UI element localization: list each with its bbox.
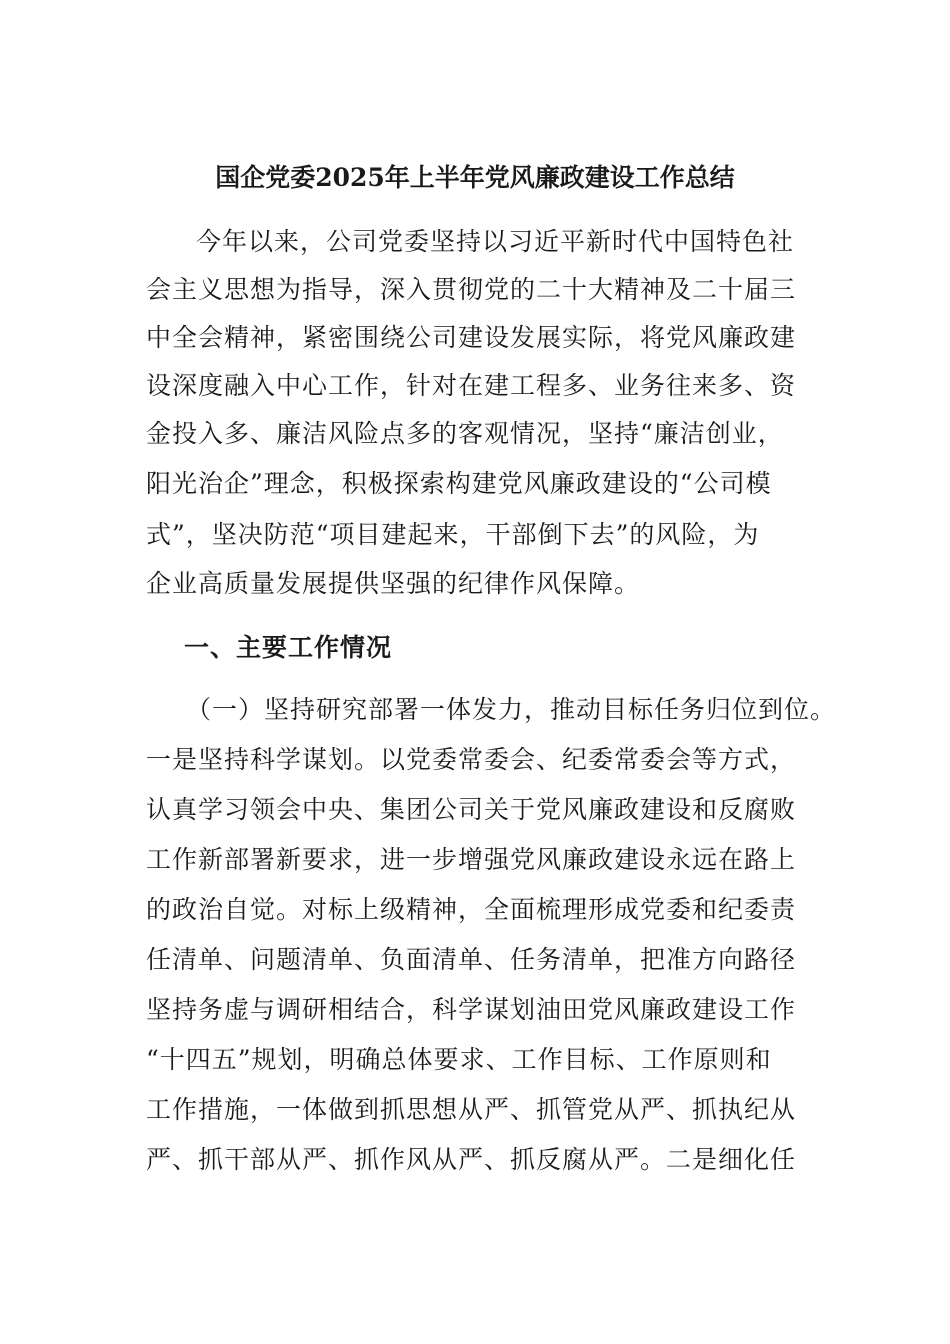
section-line: 工作新部署新要求，进一步增强党风廉政建设永远在路上 xyxy=(146,845,797,874)
intro-line: 企业高质量发展提供坚强的纪律作风保障。 xyxy=(146,569,641,598)
section-line: 一是坚持科学谋划。以党委常委会、纪委常委会等方式， xyxy=(146,745,797,774)
section-line: 认真学习领会中央、集团公司关于党风廉政建设和反腐败 xyxy=(146,795,797,824)
section-line: 工作措施，一体做到抓思想从严、抓管党从严、抓执纪从 xyxy=(146,1095,797,1124)
intro-line: 式”，坚决防范“项目建起来，干部倒下去”的风险，为 xyxy=(146,520,760,549)
intro-line: 金投入多、廉洁风险点多的客观情况，坚持“廉洁创业， xyxy=(146,419,784,448)
section-line: 坚持务虚与调研相结合，科学谋划油田党风廉政建设工作 xyxy=(146,995,797,1024)
intro-line: 会主义思想为指导，深入贯彻党的二十大精神及二十届三 xyxy=(146,275,797,304)
intro-line: 阳光治企”理念，积极探索构建党风廉政建设的“公司模 xyxy=(146,469,772,498)
document-title: 国企党委2025年上半年党风廉政建设工作总结 xyxy=(215,163,735,192)
section-line: （一）坚持研究部署一体发力，推动目标任务归位到位。 xyxy=(186,695,837,724)
section-line: 任清单、问题清单、负面清单、任务清单，把准方向路径 xyxy=(146,945,797,974)
intro-line: 设深度融入中心工作，针对在建工程多、业务往来多、资 xyxy=(146,371,797,400)
section-line: 严、抓干部从严、抓作风从严、抓反腐从严。二是细化任 xyxy=(146,1145,797,1174)
intro-line: 中全会精神，紧密围绕公司建设发展实际，将党风廉政建 xyxy=(146,323,797,352)
intro-line: 今年以来，公司党委坚持以习近平新时代中国特色社 xyxy=(196,227,795,256)
section-line: “十四五”规划，明确总体要求、工作目标、工作原则和 xyxy=(146,1045,772,1074)
section-heading: 一、主要工作情况 xyxy=(184,633,393,662)
section-line: 的政治自觉。对标上级精神，全面梳理形成党委和纪委责 xyxy=(146,895,797,924)
